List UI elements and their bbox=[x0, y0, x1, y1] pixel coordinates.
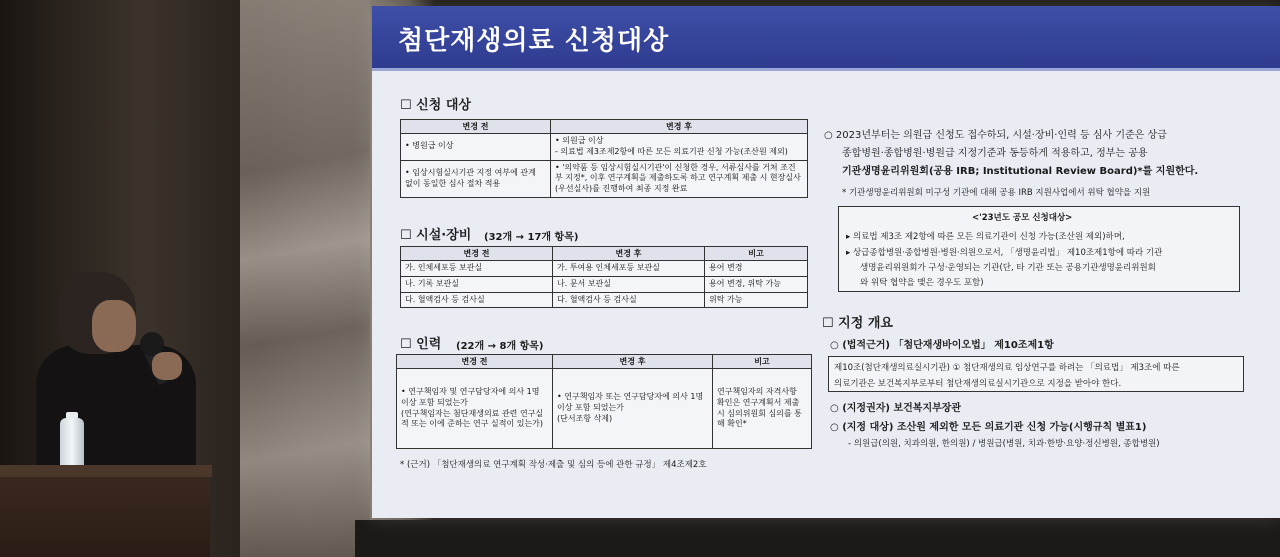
notice-box-item: ▸ 상급종합병원·종합병원·병원·의원으로서, 「생명윤리법」 제10조제1항에 따라 기관 bbox=[846, 248, 1163, 258]
table-row bbox=[401, 134, 808, 161]
section-heading-designation: ☐ 지정 개요 bbox=[822, 316, 893, 331]
table-cell: 가. 투여용 인체세포등 보관실 bbox=[553, 261, 705, 277]
table-cell: 다. 혈액검사 등 검사실 bbox=[401, 292, 553, 308]
table-cell: • 연구책임자 및 연구담당자에 의사 1명 이상 포함 되었는가 (연구책임자는 첨단재생의료 관련 연구실적 또는 이에 준하는 연구 실적이 있는가) bbox=[397, 369, 553, 449]
projection-screen bbox=[372, 6, 1280, 518]
table-header: 변경 후 bbox=[553, 247, 705, 261]
table-cell: 위탁 가능 bbox=[705, 292, 808, 308]
marble-pillar bbox=[240, 0, 370, 557]
table-cell: 용어 변경, 위탁 가능 bbox=[705, 276, 808, 292]
table-facilities bbox=[400, 246, 808, 308]
table-row bbox=[401, 261, 808, 277]
table-applicants bbox=[400, 119, 808, 198]
table-row bbox=[401, 160, 808, 197]
table-header: 변경 전 bbox=[401, 247, 553, 261]
table-personnel bbox=[396, 354, 812, 449]
water-bottle bbox=[60, 418, 84, 468]
table-cell: 용어 변경 bbox=[705, 261, 808, 277]
table-cell: • '의약품 등 임상시험실시기관'이 신청한 경우, 서류심사를 거쳐 조건부 지정*, 이후 연구계획을 제출하도록 하고 연구계획 제출 시 현장실사(우선실사)를 진행하여 최종 지정 완료 bbox=[551, 160, 808, 197]
table-cell: 가. 인체세포등 보관실 bbox=[401, 261, 553, 277]
target-line: ○ (지정 대상) 조산원 제외한 모든 의료기관 신청 가능(시행규칙 별표1) bbox=[830, 422, 1147, 433]
podium bbox=[0, 465, 210, 557]
paragraph-line: ○ 2023년부터는 의원급 신청도 접수하되, 시설·장비·인력 등 심사 기준은 상급 bbox=[824, 130, 1167, 141]
paragraph-note: * 기관생명윤리위원회 미구성 기관에 대해 공용 IRB 지원사업에서 위탁 협약을 지원 bbox=[842, 188, 1151, 198]
table-header: 변경 후 bbox=[551, 120, 808, 134]
notice-box-item: 생명윤리위원회가 구성·운영되는 기관(단, 타 기관 또는 공용기관생명윤리위원회 bbox=[860, 263, 1156, 273]
table-header: 변경 전 bbox=[401, 120, 551, 134]
table-row bbox=[401, 276, 808, 292]
table-row bbox=[401, 292, 808, 308]
paragraph-line: 기관생명윤리위원회(공용 IRB; Institutional Review Board)*를 지원한다. bbox=[842, 166, 1199, 177]
section-subheading-personnel: (22개 → 8개 항목) bbox=[456, 341, 544, 352]
floor-shadow bbox=[355, 520, 1280, 557]
table-header: 비고 bbox=[705, 247, 808, 261]
notice-box-item: ▸ 의료법 제3조 제2항에 따른 모든 의료기관이 신청 가능(조산원 제외)하며, bbox=[846, 232, 1125, 242]
footnote: * (근거) 「첨단재생의료 연구계획 작성·제출 및 심의 등에 관한 규정」 제4조제2호 bbox=[400, 460, 707, 470]
section-heading-facilities: ☐ 시설·장비 bbox=[400, 228, 472, 243]
section-heading-applicants: ☐ 신청 대상 bbox=[400, 98, 471, 113]
table-row bbox=[397, 369, 812, 449]
authority-line: ○ (지정권자) 보건복지부장관 bbox=[830, 403, 962, 414]
law-quote-line: 의료기관은 보건복지부로부터 첨단재생의료실시기관으로 지정을 받아야 한다. bbox=[834, 379, 1122, 389]
title-underline bbox=[372, 68, 1280, 71]
notice-box-title: <'23년도 공모 신청대상> bbox=[972, 213, 1073, 223]
legal-basis-line: ○ (법적근거) 「첨단재생바이오법」 제10조제1항 bbox=[830, 340, 1054, 351]
paragraph-line: 종합병원·종합병원·병원급 지정기준과 동등하게 적용하고, 정부는 공용 bbox=[842, 148, 1148, 159]
podium-top bbox=[0, 465, 212, 477]
presenter-face bbox=[92, 300, 136, 352]
law-quote-line: 제10조(첨단재생의료실시기관) ① 첨단재생의료 임상연구를 하려는 「의료법」 제3조에 따른 bbox=[834, 363, 1180, 373]
table-cell: 연구책임자의 자격사항 확인은 연구계획서 제출 시 심의위원회 심의를 통해 확인* bbox=[713, 369, 812, 449]
slide-title: 첨단재생의료 신청대상 bbox=[398, 26, 670, 56]
table-header: 변경 후 bbox=[553, 355, 713, 369]
table-cell: 나. 문서 보관실 bbox=[553, 276, 705, 292]
presenter-hand bbox=[152, 352, 182, 380]
target-sub-line: - 의원급(의원, 치과의원, 한의원) / 병원급(병원, 치과·한방·요양·정신병원, 종합병원) bbox=[848, 439, 1160, 449]
table-cell: • 임상시험실시기관 지정 여부에 관계 없이 동일한 심사 절차 적용 bbox=[401, 160, 551, 197]
table-header: 변경 전 bbox=[397, 355, 553, 369]
table-cell: • 병원급 이상 bbox=[401, 134, 551, 161]
table-cell: • 의원급 이상 - 의료법 제3조제2항에 따른 모든 의료기관 신청 가능(조산원 제외) bbox=[551, 134, 808, 161]
table-header: 비고 bbox=[713, 355, 812, 369]
section-heading-personnel: ☐ 인력 bbox=[400, 337, 442, 352]
table-cell: 나. 기록 보관실 bbox=[401, 276, 553, 292]
table-cell: • 연구책임자 또는 연구담당자에 의사 1명 이상 포함 되었는가 (단서조항 삭제) bbox=[553, 369, 713, 449]
notice-box-item: 와 위탁 협약을 맺은 경우도 포함) bbox=[860, 278, 984, 288]
section-subheading-facilities: (32개 → 17개 항목) bbox=[484, 232, 579, 243]
table-cell: 다. 혈액검사 등 검사실 bbox=[553, 292, 705, 308]
